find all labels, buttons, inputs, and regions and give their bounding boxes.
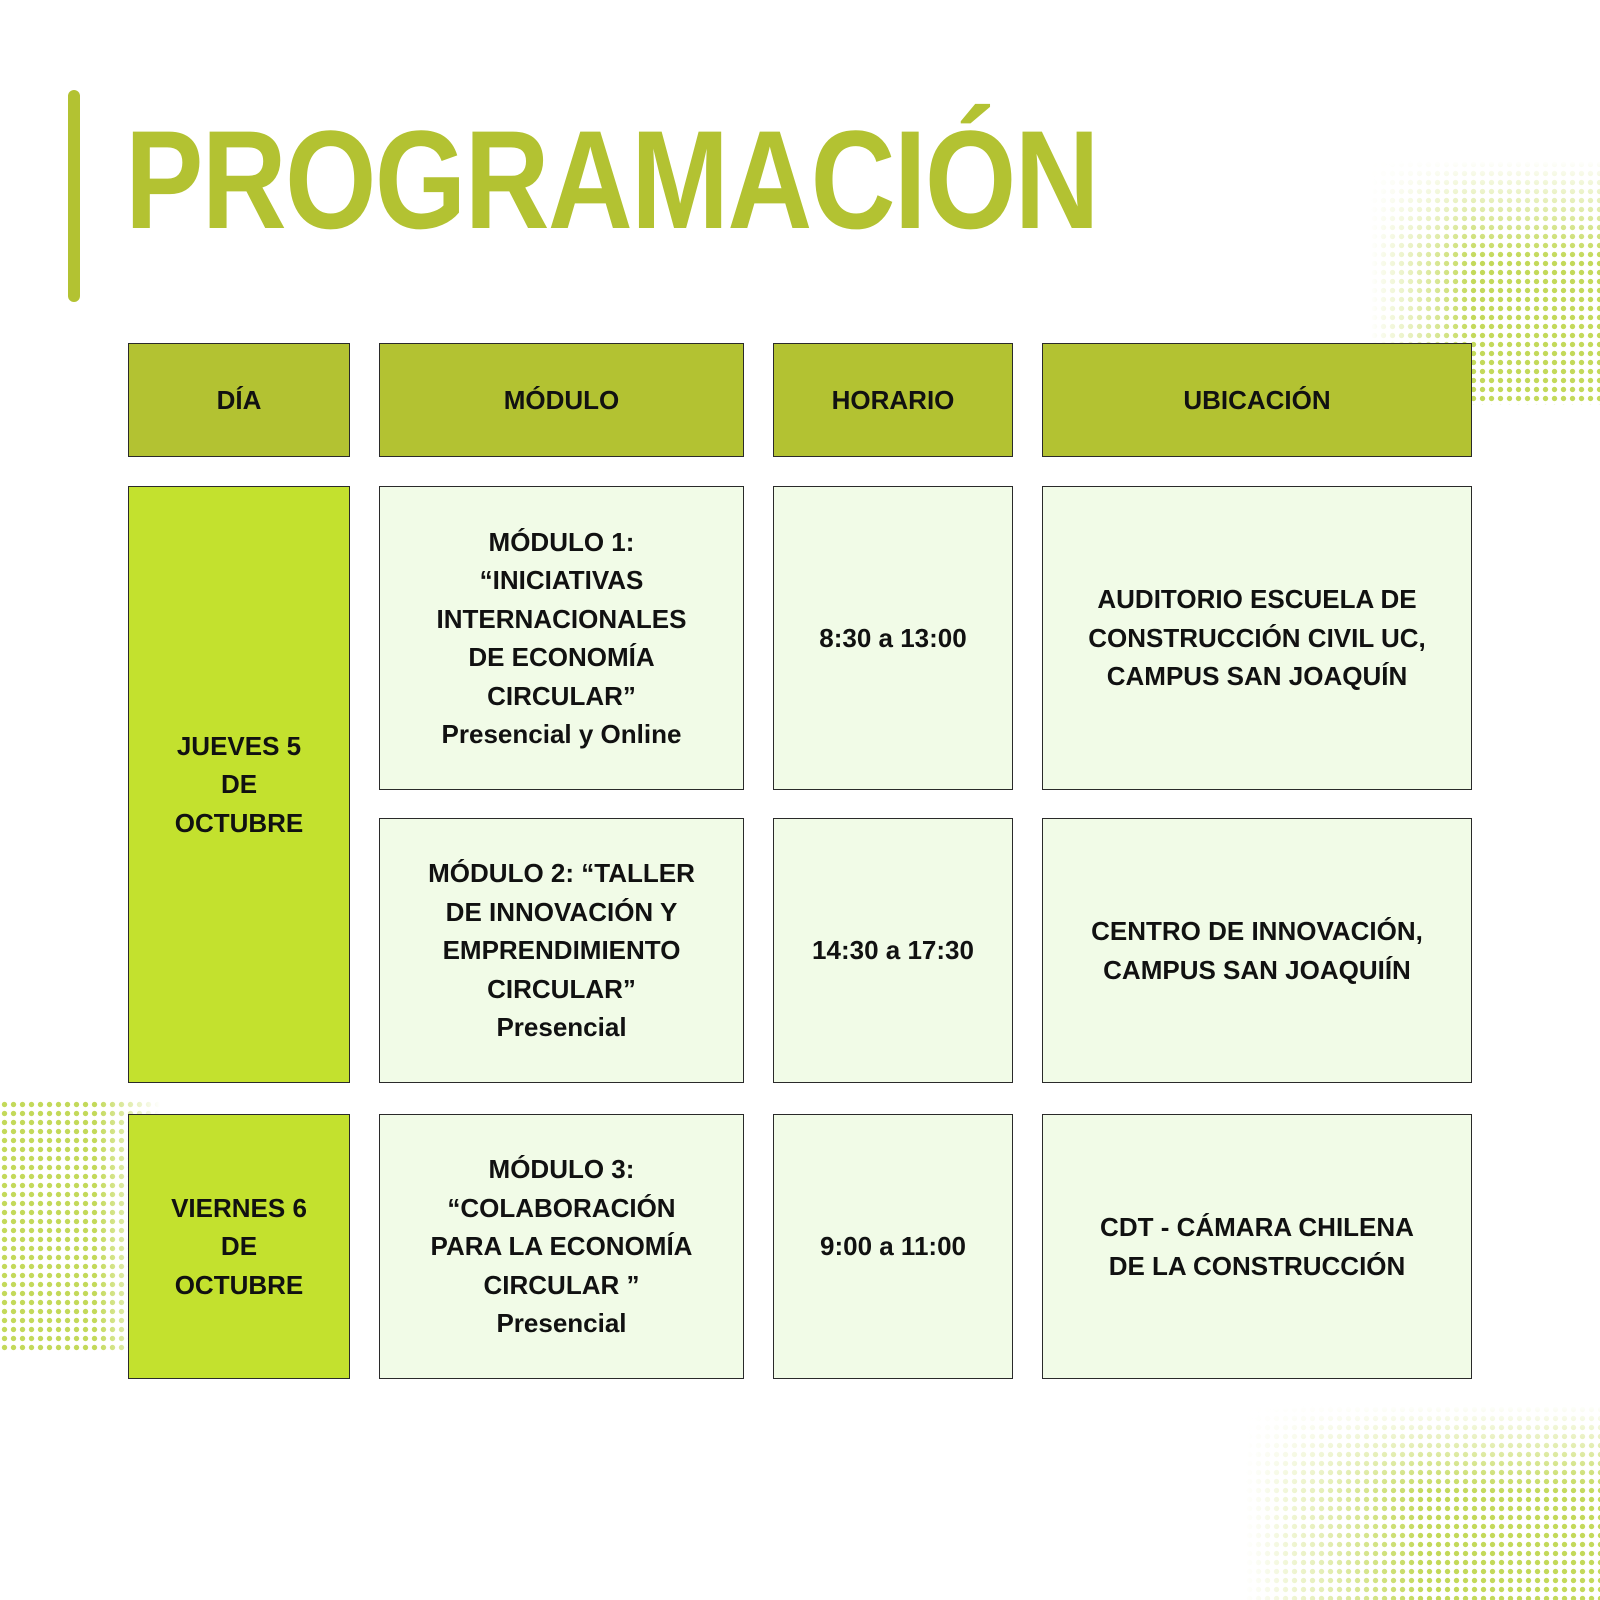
module-text: MÓDULO 2: “TALLER DE INNOVACIÓN Y EMPRENDIMIENTO CIRCULAR” Presencial — [428, 858, 695, 1043]
time-cell-3 — [773, 1114, 1013, 1379]
header-horario — [773, 343, 1013, 457]
location-cell-3 — [1042, 1114, 1472, 1379]
header-horario-label: HORARIO — [831, 384, 955, 415]
module-cell-3 — [379, 1114, 744, 1379]
decorative-dot-pattern-bottom-right — [1245, 1405, 1600, 1600]
time-text: 8:30 a 13:00 — [819, 622, 967, 653]
header-dia-label: DÍA — [216, 384, 262, 415]
day-label: JUEVES 5 DE OCTUBRE — [174, 730, 304, 838]
module-cell-1 — [379, 486, 744, 790]
header-dia — [128, 343, 350, 457]
header-modulo-label: MÓDULO — [503, 384, 620, 415]
header-modulo — [379, 343, 744, 457]
time-text: 9:00 a 11:00 — [819, 1231, 966, 1262]
time-cell-1 — [773, 486, 1013, 790]
header-ubicacion-label: UBICACIÓN — [1183, 384, 1331, 415]
location-cell-1 — [1042, 486, 1472, 790]
day-label: VIERNES 6 DE OCTUBRE — [171, 1192, 307, 1300]
time-cell-2 — [773, 818, 1013, 1083]
time-text: 14:30 a 17:30 — [812, 935, 974, 966]
module-text: MÓDULO 3: “COLABORACIÓN PARA LA ECONOMÍA CIRCULAR ” Presencial — [430, 1154, 693, 1339]
location-text: CENTRO DE INNOVACIÓN, CAMPUS SAN JOAQUIÍN — [1091, 916, 1423, 985]
module-cell-2 — [379, 818, 744, 1083]
day-cell-viernes — [128, 1114, 350, 1379]
location-text: CDT - CÁMARA CHILENA DE LA CONSTRUCCIÓN — [1100, 1212, 1414, 1281]
day-cell-jueves — [128, 486, 350, 1083]
location-cell-2 — [1042, 818, 1472, 1083]
page-title: PROGRAMACIÓN — [125, 101, 1098, 258]
header-ubicacion — [1042, 343, 1472, 457]
title-accent-bar — [68, 90, 80, 302]
location-text: AUDITORIO ESCUELA DE CONSTRUCCIÓN CIVIL UC, CAMPUS SAN JOAQUÍN — [1088, 584, 1426, 692]
module-text: MÓDULO 1: “INICIATIVAS INTERNACIONALES DE ECONOMÍA CIRCULAR” Presencial y Online — [436, 526, 687, 749]
